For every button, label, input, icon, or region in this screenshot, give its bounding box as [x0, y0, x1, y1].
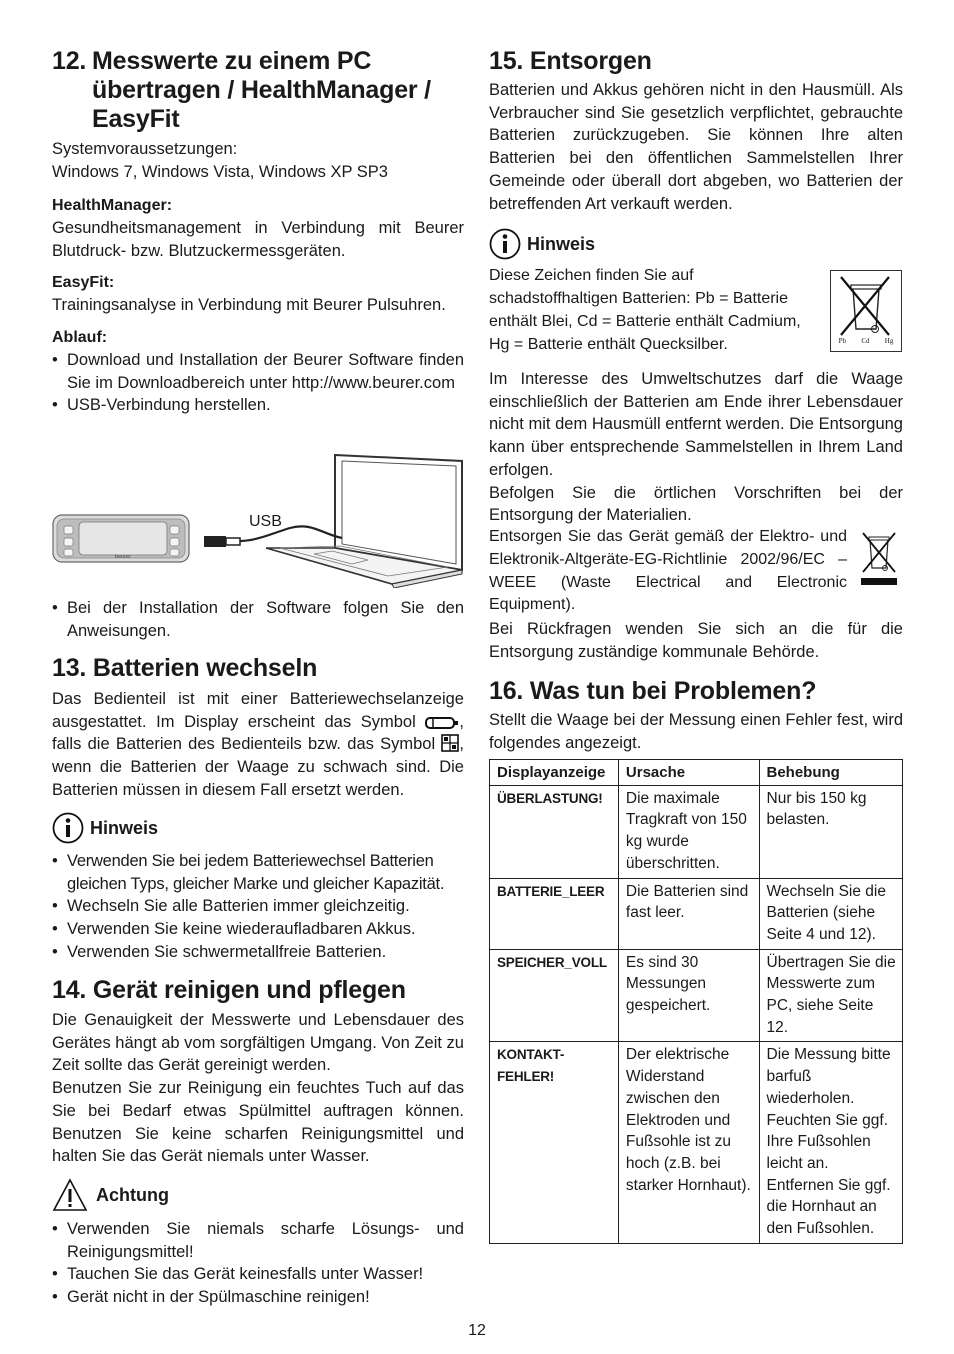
bin-label-cd: Cd	[861, 337, 870, 345]
section-14-body	[52, 1009, 464, 1168]
cause-cell: Es sind 30 Messungen gespeichert.	[618, 949, 759, 1042]
easyfit-block	[52, 272, 464, 317]
sysreq-label: Systemvoraussetzungen:	[52, 140, 238, 158]
table-header: Behebung	[759, 760, 903, 786]
table-row	[490, 785, 903, 878]
scale-battery-symbol-icon	[441, 734, 459, 752]
hint-13-body	[52, 850, 464, 964]
healthmanager-block	[52, 195, 464, 262]
warning-14-heading	[52, 1178, 464, 1212]
table-row	[490, 1042, 903, 1243]
hint-13-list	[52, 850, 464, 964]
battery-symbol-icon	[425, 716, 459, 730]
warning-14-label: Achtung	[96, 1184, 169, 1205]
error-table	[489, 759, 903, 1244]
ablauf-list	[52, 349, 464, 417]
table-header: Ursache	[618, 760, 759, 786]
list-item: • Verwenden Sie keine wiederaufladbaren Akkus.	[52, 918, 464, 941]
page-number: 12	[468, 1322, 486, 1339]
healthmanager-label: HealthManager:	[52, 197, 173, 214]
section-13-body	[52, 688, 464, 802]
install-note	[52, 597, 464, 642]
list-item: • Gerät nicht in der Spülmaschine reinigen!	[52, 1286, 464, 1309]
table-header-row	[490, 760, 903, 786]
section-14-title: 14. Gerät reinigen und pflegen	[52, 976, 406, 1004]
display-code: KONTAKT-FEHLER!	[490, 1042, 619, 1243]
battery-text-1: Das Bedienteil ist mit einer Batteriewechselanzeige ausgestattet. Im Display erscheint das Symbol	[52, 690, 464, 731]
section-16-title: 16. Was tun bei Problemen?	[489, 677, 817, 705]
ablauf-block	[52, 327, 464, 417]
cleaning-paragraph-2: Benutzen Sie zur Reinigung ein feuchtes Tuch auf das Sie bei Bedarf etwas Spülmittel auftragen können. Benutzen Sie keine scharfen Reinigungsmittel und halten Sie das Gerät niemals unter Wasser.	[52, 1079, 464, 1166]
list-item: • Tauchen Sie das Gerät keinesfalls unter Wasser!	[52, 1263, 464, 1286]
list-item: • Verwenden Sie bei jedem Batteriewechsel Batterien gleichen Typs, gleicher Marke und gleicher Kapazität.	[52, 850, 464, 895]
disposal-paragraph-3: Befolgen Sie die örtlichen Vorschriften bei der Entsorgung der Materialien.	[489, 483, 903, 525]
display-code: ÜBERLASTUNG!	[490, 785, 619, 878]
usb-illustration	[52, 448, 464, 588]
section-16	[489, 677, 903, 706]
hint-15-label: Hinweis	[527, 233, 596, 254]
list-item: • USB-Verbindung herstellen.	[52, 394, 464, 417]
list-item: • Verwenden Sie schwermetallfreie Batterien.	[52, 941, 464, 964]
list-item: • Verwenden Sie niemals scharfe Lösungs- und Reinigungsmittel!	[52, 1218, 464, 1263]
section-13-title: 13. Batterien wechseln	[52, 654, 318, 682]
hint-13-heading	[52, 812, 464, 844]
section-12-title: Messwerte zu einem PC übertragen / HealthManager / EasyFit	[92, 47, 431, 133]
warning-14-list	[52, 1218, 464, 1309]
easyfit-label: EasyFit:	[52, 274, 115, 291]
hint-15-heading	[489, 228, 903, 260]
remedy-cell: Nur bis 150 kg belasten.	[759, 785, 903, 878]
remedy-cell: Wechseln Sie die Batterien (siehe Seite 4 und 12).	[759, 878, 903, 949]
cleaning-paragraph-1: Die Genauigkeit der Messwerte und Lebensdauer des Gerätes hängt ab vom sorgfältigen Umgang. Von Zeit zu Zeit sollte das Gerät gereinigt werden.	[52, 1011, 464, 1075]
weee-block	[489, 526, 847, 617]
section-12	[52, 47, 464, 134]
weee-bin-icon	[857, 530, 901, 588]
battery-text-2: , falls die Batterien des Bedienteils bzw. das Symbol	[52, 712, 464, 754]
list-item: • Bei der Installation der Software folgen Sie den Anweisungen.	[52, 597, 464, 642]
usb-label: USB	[249, 513, 282, 530]
display-code: BATTERIE_LEER	[490, 878, 619, 949]
hint-15	[489, 228, 903, 260]
table-header: Displayanzeige	[490, 760, 619, 786]
disposal-contact	[489, 618, 903, 663]
list-item: • Wechseln Sie alle Batterien immer gleichzeitig.	[52, 895, 464, 918]
section-12-heading	[52, 47, 464, 134]
healthmanager-text: Gesundheitsmanagement in Verbindung mit Beurer Blutdruck- bzw. Blutzuckermessgeräten.	[52, 219, 464, 260]
list-item: • Download und Installation der Beurer Software finden Sie im Downloadbereich unter http://www.beurer.com	[52, 349, 464, 394]
warning-14-body	[52, 1218, 464, 1309]
disposal-paragraph-1: Batterien und Akkus gehören nicht in den Hausmüll. Als Verbraucher sind Sie gesetzlich verpflichtet, gebrauchte Batterien zurückzugeben. Sie können Ihre alten Batterien bei den öffentlichen Sammelstellen Ihrer Gemeinde oder überall dort abgeben, wo Batterien der betreffenden Art verkauft werden.	[489, 81, 903, 213]
ablauf-label: Ablauf:	[52, 329, 108, 346]
hint-15-text: Diese Zeichen finden Sie auf schadstoffhaltigen Batterien: Pb = Batterie enthält Blei, Cd = Batterie enthält Cadmium, Hg = Batterie enthält Quecksilber.	[489, 267, 801, 353]
cause-cell: Die maximale Tragkraft von 150 kg wurde überschritten.	[618, 785, 759, 878]
easyfit-text: Trainingsanalyse in Verbindung mit Beurer Pulsuhren.	[52, 296, 446, 314]
hint-13	[52, 812, 464, 844]
info-icon	[52, 812, 84, 844]
sysreq-value: Windows 7, Windows Vista, Windows XP SP3	[52, 162, 388, 181]
bin-labels	[831, 337, 901, 345]
disposal-paragraph-5: Bei Rückfragen wenden Sie sich an die für die Entsorgung zuständige kommunale Behörde.	[489, 620, 903, 661]
display-code: SPEICHER_VOLL	[490, 949, 619, 1042]
section-12-number: 12.	[52, 47, 87, 75]
section-15-title: 15. Entsorgen	[489, 47, 652, 75]
battery-bin-symbol	[830, 270, 902, 352]
disposal-more	[489, 368, 903, 527]
system-requirements	[52, 138, 464, 183]
device-brand: beurer	[115, 554, 131, 560]
warning-14	[52, 1178, 464, 1212]
bin-label-hg: Hg	[884, 337, 894, 345]
battery-paragraph	[52, 688, 464, 802]
install-list	[52, 597, 464, 642]
error-table-wrap	[489, 759, 903, 1244]
table-row	[490, 878, 903, 949]
weee-symbol	[857, 530, 901, 588]
bin-label-pb: Pb	[838, 337, 847, 345]
section-16-intro	[489, 709, 903, 754]
section-13	[52, 654, 464, 683]
battery-text-3: , wenn die Batterien der Waage zu schwach sind. Die Batterien müssen in diesem Fall ersetzt werden.	[52, 735, 465, 799]
remedy-cell: Übertragen Sie die Messwerte zum PC, siehe Seite 12.	[759, 949, 903, 1042]
section-14	[52, 976, 464, 1005]
problems-intro: Stellt die Waage bei der Messung einen Fehler fest, wird folgendes angezeigt.	[489, 711, 903, 752]
section-15-body	[489, 79, 903, 215]
disposal-paragraph-4: Entsorgen Sie das Gerät gemäß der Elektro- und Elektronik-Altgeräte-EG-Richtlinie 2002/96/EC – WEEE (Waste Electrical and Electronic Equipment).	[489, 528, 847, 614]
cause-cell: Der elektrische Widerstand zwischen den Elektroden und Fußsohle ist zu hoch (z.B. bei starker Hornhaut).	[618, 1042, 759, 1243]
warning-icon	[52, 1178, 88, 1212]
hint-13-label: Hinweis	[90, 817, 159, 838]
remedy-cell: Die Messung bitte barfuß wiederholen. Feuchten Sie ggf. Ihre Fußsohlen leicht an. Entfernen Sie ggf. die Hornhaut an den Fußsohlen.	[759, 1042, 903, 1243]
hint-15-body	[489, 265, 817, 357]
cause-cell: Die Batterien sind fast leer.	[618, 878, 759, 949]
disposal-paragraph-2: Im Interesse des Umweltschutzes darf die Waage einschließlich der Batterien am Ende ihrer Lebensdauer nicht mit dem Hausmüll entfernt werden. Die Entsorgung kann über entsprechende Sammelstellen in Ihrem Land erfolgen.	[489, 370, 903, 479]
section-15	[489, 47, 903, 76]
table-row	[490, 949, 903, 1042]
info-icon	[489, 228, 521, 260]
